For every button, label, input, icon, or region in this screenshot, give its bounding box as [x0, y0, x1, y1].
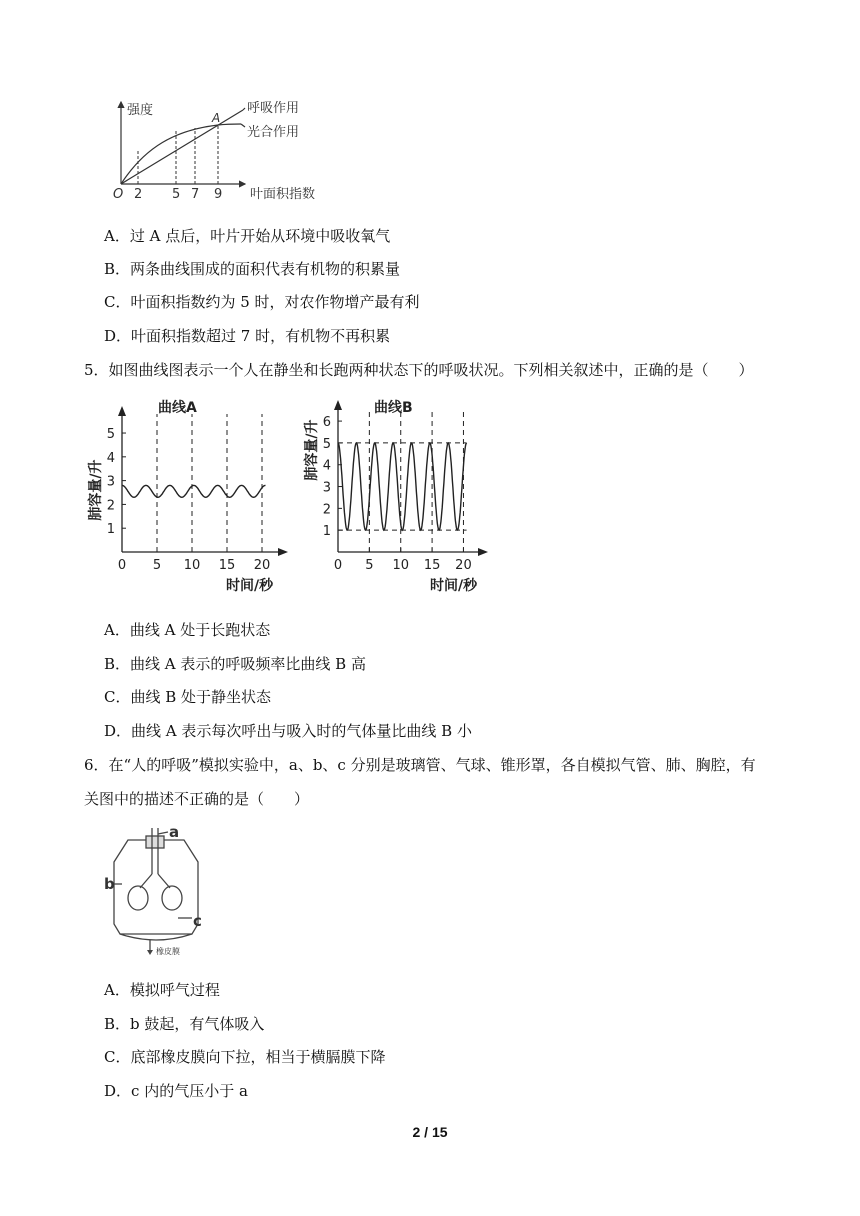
q5b-ytick-2: 3 — [322, 480, 331, 496]
q5b-ytick-5: 6 — [322, 415, 331, 431]
q5b-x-arrow — [478, 548, 488, 556]
q4-photosynthesis-curve — [121, 124, 241, 184]
q5b-xtick-2: 10 — [392, 558, 410, 573]
q5a-xtick-3: 15 — [218, 558, 236, 573]
q6-option-a[interactable]: A．模拟呼气过程 — [104, 981, 220, 999]
q5b-xtick-1: 5 — [365, 558, 374, 573]
q5a-xlabel: 时间/秒 — [226, 578, 274, 594]
q5a-ytick-4: 5 — [106, 427, 115, 443]
q5b-xtick-0: 0 — [333, 558, 343, 573]
q4-option-d[interactable]: D．叶面积指数超过 7 时，有机物不再积累 — [104, 327, 391, 345]
q5a-y-arrow — [118, 406, 126, 416]
q5a-xtick-2: 10 — [183, 558, 201, 573]
q4-point-a: A — [212, 111, 221, 125]
q4-xtick-9: 9 — [214, 187, 223, 202]
q5b-xtick-4: 20 — [455, 558, 472, 573]
q5b-title: 曲线B — [374, 400, 413, 416]
q6-stem-line2: 关图中的描述不正确的是（ ） — [84, 790, 310, 808]
q4-xtick-5: 5 — [172, 187, 181, 202]
q5a-ytick-3: 4 — [106, 450, 115, 466]
q4-respiration-line — [121, 110, 243, 184]
q6-apparatus-figure — [100, 822, 215, 962]
q4-y-label: 强度 — [127, 103, 154, 118]
q4-line2-label: 光合作用 — [247, 125, 300, 140]
q5a-series-line — [122, 485, 266, 497]
q5b-xtick-3: 15 — [423, 558, 441, 573]
q4-origin: O — [113, 187, 124, 202]
q6-stopper — [146, 836, 164, 848]
q5b-ytick-3: 4 — [322, 458, 331, 474]
q5a-xtick-1: 5 — [152, 558, 162, 573]
q5-option-b[interactable]: B．曲线 A 表示的呼吸频率比曲线 B 高 — [104, 655, 366, 673]
q6-bell-jar — [114, 840, 198, 934]
q5b-ytick-0: 1 — [322, 524, 331, 540]
q4-option-b[interactable]: B．两条曲线围成的面积代表有机物的积累量 — [104, 260, 401, 278]
q6-label-b: b — [104, 875, 115, 893]
q6-option-d[interactable]: D．c 内的气压小于 a — [104, 1082, 248, 1100]
q6-label-c: c — [193, 912, 202, 930]
q5a-xtick-4: 20 — [253, 558, 271, 573]
q4-chart — [105, 92, 340, 207]
q6-label-a: a — [169, 823, 180, 841]
q6-label-membrane: 橡皮膜 — [156, 947, 180, 956]
q5a-ytick-1: 2 — [106, 498, 115, 514]
q5-stem: 5．如图曲线图表示一个人在静坐和长跑两种状态下的呼吸状况。下列相关叙述中，正确的是（ ） — [84, 361, 754, 379]
q5a-ytick-0: 1 — [106, 522, 115, 538]
q4-xtick-7: 7 — [191, 187, 200, 202]
q4-xtick-2: 2 — [134, 187, 143, 202]
q4-x-label: 叶面积指数 — [250, 187, 316, 202]
q5-option-a[interactable]: A．曲线 A 处于长跑状态 — [104, 621, 271, 639]
q5a-title: 曲线A — [158, 400, 197, 416]
q6-stem-line1: 6．在“人的呼吸”模拟实验中，a、b、c 分别是玻璃管、气球、锥形罩，各自模拟气管、肺、胸腔，有 — [84, 756, 756, 774]
q5a-x-arrow — [278, 548, 288, 556]
q5a-xtick-0: 0 — [117, 558, 127, 573]
q5a-ytick-2: 3 — [106, 474, 115, 490]
q6-rubber-membrane — [120, 934, 192, 940]
q5a-ylabel: 肺容量/升 — [88, 459, 104, 521]
q4-option-c[interactable]: C．叶面积指数约为 5 时，对农作物增产最有利 — [104, 293, 420, 311]
q5b-ytick-4: 5 — [322, 436, 331, 452]
q5b-y-arrow — [334, 400, 342, 410]
q6-balloon-left — [128, 886, 148, 910]
q4-line1-label: 呼吸作用 — [247, 101, 300, 116]
q5-chart-b — [300, 392, 500, 597]
q5b-ytick-1: 2 — [322, 502, 331, 518]
q5b-series-line — [338, 443, 467, 530]
q6-option-b[interactable]: B．b 鼓起，有气体吸入 — [104, 1015, 265, 1033]
q6-balloon-right — [162, 886, 182, 910]
q4-option-a[interactable]: A．过 A 点后，叶片开始从环境中吸收氧气 — [104, 227, 391, 245]
q5-option-d[interactable]: D．曲线 A 表示每次呼出与吸入时的气体量比曲线 B 小 — [104, 722, 472, 740]
q5-option-c[interactable]: C．曲线 B 处于静坐状态 — [104, 688, 272, 706]
q5b-xlabel: 时间/秒 — [430, 578, 478, 594]
q5-chart-a — [84, 392, 299, 597]
q6-option-c[interactable]: C．底部橡皮膜向下拉，相当于横膈膜下降 — [104, 1048, 386, 1066]
q5b-ylabel: 肺容量/升 — [304, 419, 320, 481]
page-number: 2 / 15 — [412, 1124, 448, 1140]
